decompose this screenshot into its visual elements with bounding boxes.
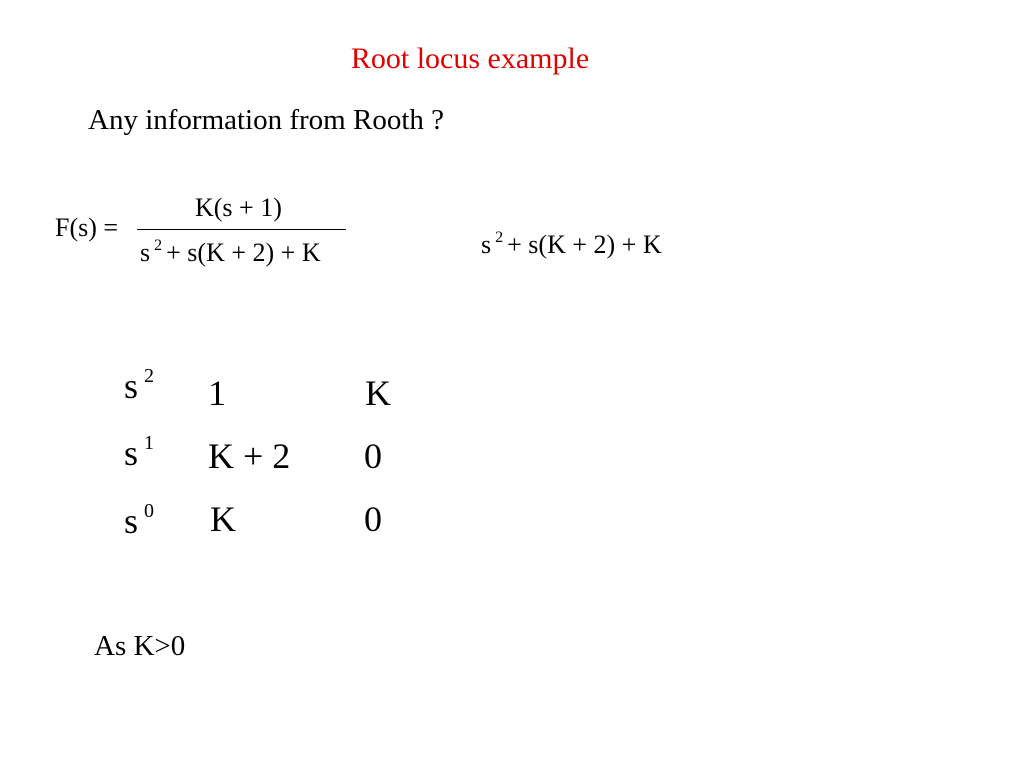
routh-cell: 1 bbox=[208, 373, 226, 413]
routh-cell: 0 bbox=[364, 499, 382, 539]
poly-base: s bbox=[481, 230, 492, 259]
routh-power-base: s bbox=[124, 433, 139, 473]
tf-numerator: K(s + 1) bbox=[195, 193, 282, 222]
routh-power-base: s bbox=[124, 366, 139, 406]
characteristic-polynomial bbox=[481, 230, 662, 260]
slide-title: Root locus example bbox=[350, 42, 590, 75]
slide-note: As K>0 bbox=[94, 630, 186, 662]
poly-exponent: 2 bbox=[495, 229, 504, 246]
routh-power-base: s bbox=[124, 501, 139, 541]
routh-cell: K + 2 bbox=[208, 436, 291, 476]
routh-cell: K bbox=[365, 373, 391, 413]
slide-subtitle: Any information from Rooth ? bbox=[88, 104, 445, 136]
poly-rest: + s(K + 2) + K bbox=[507, 230, 662, 259]
tf-denominator-exponent: 2 bbox=[154, 237, 163, 254]
routh-power-exp: 1 bbox=[144, 432, 155, 454]
tf-denominator bbox=[140, 238, 321, 268]
tf-denominator-rest: + s(K + 2) + K bbox=[166, 238, 321, 267]
routh-power-exp: 2 bbox=[144, 365, 155, 387]
fraction-bar bbox=[137, 229, 346, 230]
routh-power-exp: 0 bbox=[144, 500, 155, 522]
routh-row-power bbox=[124, 365, 158, 407]
routh-cell: K bbox=[210, 499, 236, 539]
tf-lhs: F(s) = bbox=[55, 213, 119, 242]
tf-denominator-base: s bbox=[140, 238, 151, 267]
routh-cell: 0 bbox=[364, 436, 382, 476]
routh-row-power bbox=[124, 432, 158, 474]
routh-row-power bbox=[124, 500, 158, 542]
